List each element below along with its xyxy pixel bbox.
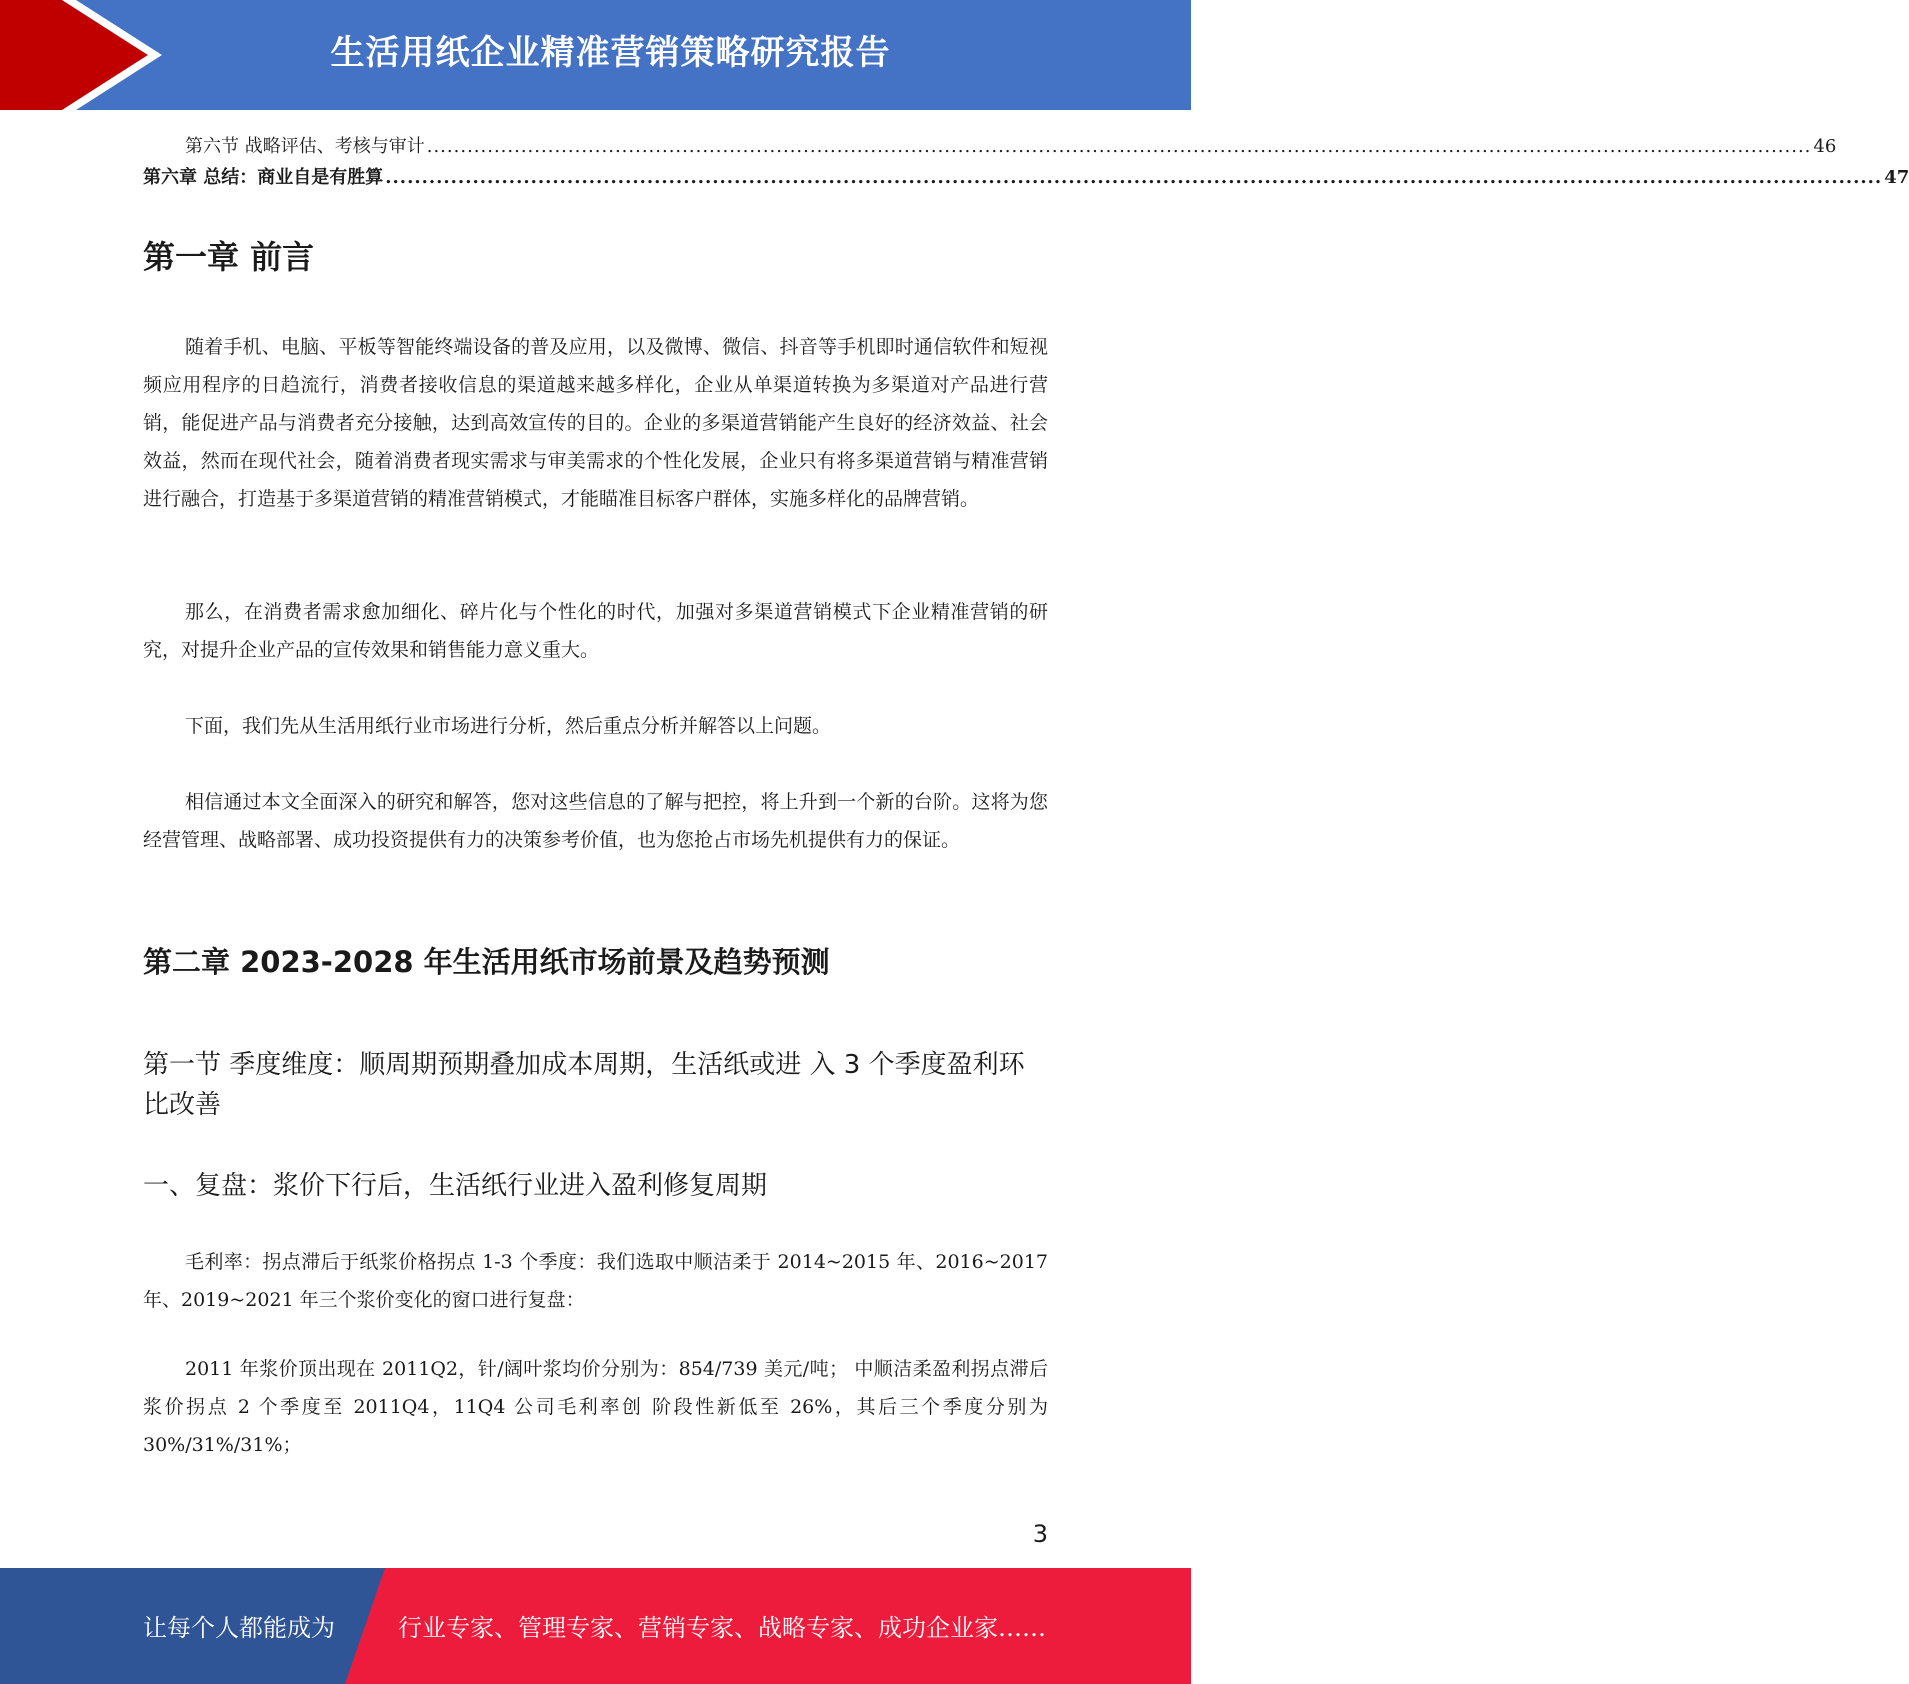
section-title: 第一节 季度维度：顺周期预期叠加成本周期，生活纸或进 入 3 个季度盈利环比改善	[143, 1050, 1025, 1120]
body-paragraph: 相信通过本文全面深入的研究和解答，您对这些信息的了解与把控，将上升到一个新的台阶。这将为您经营管理、战略部署、成功投资提供有力的决策参考价值，也为您抢占市场先机提供有力的保证。	[143, 791, 1048, 851]
toc-entry-page: 47	[1884, 167, 1909, 188]
body-paragraph: 毛利率：拐点滞后于纸浆价格拐点 1-3 个季度：我们选取中顺洁柔于 2014~2015 年、2016~2017 年、2019~2021 年三个浆价变化的窗口进行复盘：	[143, 1251, 1048, 1311]
footer-slogan-left: 让每个人都能成为	[143, 1614, 335, 1642]
body-paragraph: 随着手机、电脑、平板等智能终端设备的普及应用，以及微博、微信、抖音等手机即时通信软件和短视频应用程序的日趋流行，消费者接收信息的渠道越来越多样化，企业从单渠道转换为多渠道对产品进行营销，能促进产品与消费者充分接触，达到高效宣传的目的。企业的多渠道营销能产生良好的经济效益、社会效益，然而在现代社会，随着消费者现实需求与审美需求的个性化发展，企业只有将多渠道营销与精准营销进行融合，打造基于多渠道营销的精准营销模式，才能瞄准目标客户群体，实施多样化的品牌营销。	[143, 336, 1048, 510]
toc-entry[interactable]	[143, 132, 1837, 158]
header-title: 生活用纸企业精准营销策略研究报告	[330, 33, 891, 73]
chapter-title: 第一章 前言	[143, 238, 315, 276]
toc-leader-dots: ..............................................................................................................................................................................................................	[426, 136, 1812, 157]
body-paragraph: 那么，在消费者需求愈加细化、碎片化与个性化的时代，加强对多渠道营销模式下企业精准营销的研究，对提升企业产品的宣传效果和销售能力意义重大。	[143, 601, 1048, 661]
footer-slogan-right: 行业专家、管理专家、营销专家、战略专家、成功企业家……	[398, 1614, 1046, 1642]
toc-entry-label: 第六章 总结：商业自是有胜算	[143, 167, 384, 188]
subsection-title: 一、复盘：浆价下行后，生活纸行业进入盈利修复周期	[143, 1171, 768, 1201]
body-paragraph: 下面，我们先从生活用纸行业市场进行分析，然后重点分析并解答以上问题。	[185, 715, 832, 737]
toc-entry[interactable]	[143, 163, 1909, 189]
toc-entry-page: 46	[1813, 136, 1837, 157]
body-paragraph: 2011 年浆价顶出现在 2011Q2，针/阔叶浆均价分别为：854/739 美元/吨； 中顺洁柔盈利拐点滞后浆价拐点 2 个季度至 2011Q4，11Q4 公司毛利率创 阶段性新低至 26%，其后三个季度分别为 30%/31%/31%；	[143, 1358, 1048, 1456]
toc-leader-dots: ..............................................................................................................................................................................................................	[385, 167, 1883, 188]
chapter-title: 第二章 2023-2028 年生活用纸市场前景及趋势预测	[143, 945, 830, 979]
toc-entry-label: 第六节 战略评估、考核与审计	[185, 136, 425, 157]
page-number: 3	[1032, 1520, 1048, 1548]
page-header	[0, 0, 1191, 110]
